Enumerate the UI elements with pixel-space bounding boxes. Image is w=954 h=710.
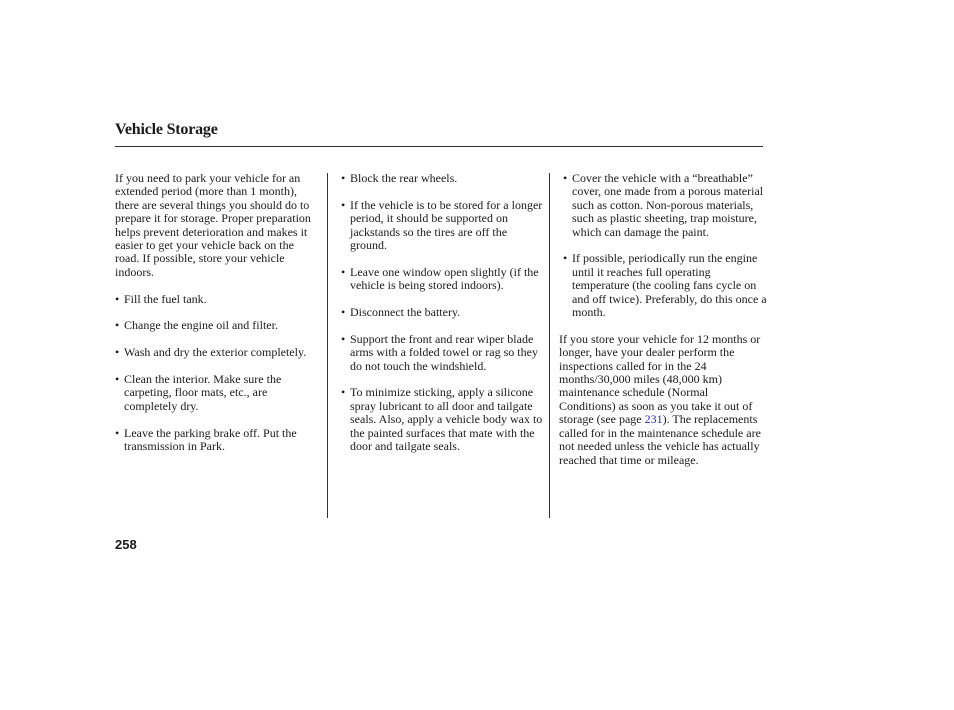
column-2 bbox=[341, 172, 543, 467]
column-1 bbox=[115, 172, 319, 467]
column-divider-1 bbox=[327, 173, 328, 518]
page-number: 258 bbox=[115, 537, 137, 552]
intro-paragraph: If you need to park your vehicle for an extended period (more than 1 month), there are several things you should do to prepare it for storage. Proper preparation helps prevent deterioration and makes it easier to get your vehicle back on the road. If possible, store your vehicle indoors. bbox=[115, 171, 311, 279]
closing-text-after: ). The replacements called for in the maintenance schedule are not needed unless the vehicle has actually reached that time or mileage. bbox=[559, 412, 761, 467]
list-item: • To minimize sticking, apply a silicone spray lubricant to all door and tailgate seals. Also, apply a vehicle body wax to the painted surfaces that mate with the door and tailgate seals. bbox=[341, 386, 543, 453]
title-divider bbox=[115, 146, 763, 147]
closing-paragraph bbox=[559, 333, 767, 467]
list-item: • Fill the fuel tank. bbox=[115, 293, 319, 306]
list-item: • Leave one window open slightly (if the vehicle is being stored indoors). bbox=[341, 266, 543, 293]
closing-text-before: If you store your vehicle for 12 months or longer, have your dealer perform the inspections called for in the 24 months/30,000 miles (48,000 km) maintenance schedule (Normal Conditions) as soon as you take it out of storage (see page bbox=[559, 331, 761, 427]
column-3 bbox=[559, 172, 767, 480]
list-item: • Support the front and rear wiper blade arms with a folded towel or rag so they do not touch the windshield. bbox=[341, 333, 543, 373]
storage-checklist-1 bbox=[115, 293, 319, 454]
list-item: • Change the engine oil and filter. bbox=[115, 319, 319, 332]
list-item: • Leave the parking brake off. Put the transmission in Park. bbox=[115, 427, 319, 454]
list-item: • Cover the vehicle with a “breathable” cover, one made from a porous material such as cotton. Non-porous materials, such as plastic sheeting, trap moisture, which can damage the paint. bbox=[563, 172, 767, 239]
storage-checklist-3 bbox=[563, 172, 767, 319]
list-item: • If possible, periodically run the engine until it reaches full operating temperature (the cooling fans cycle on and off twice). Preferably, do this once a month. bbox=[563, 252, 767, 319]
page-reference-link[interactable]: 231 bbox=[644, 412, 663, 427]
list-item: • Disconnect the battery. bbox=[341, 306, 543, 319]
section-title: Vehicle Storage bbox=[115, 121, 218, 138]
list-item: • If the vehicle is to be stored for a longer period, it should be supported on jackstands so the tires are off the ground. bbox=[341, 199, 543, 253]
list-item: • Wash and dry the exterior completely. bbox=[115, 346, 319, 359]
column-divider-2 bbox=[549, 173, 550, 518]
list-item: • Block the rear wheels. bbox=[341, 172, 543, 185]
storage-checklist-2 bbox=[341, 172, 543, 453]
list-item: • Clean the interior. Make sure the carpeting, floor mats, etc., are completely dry. bbox=[115, 373, 319, 413]
